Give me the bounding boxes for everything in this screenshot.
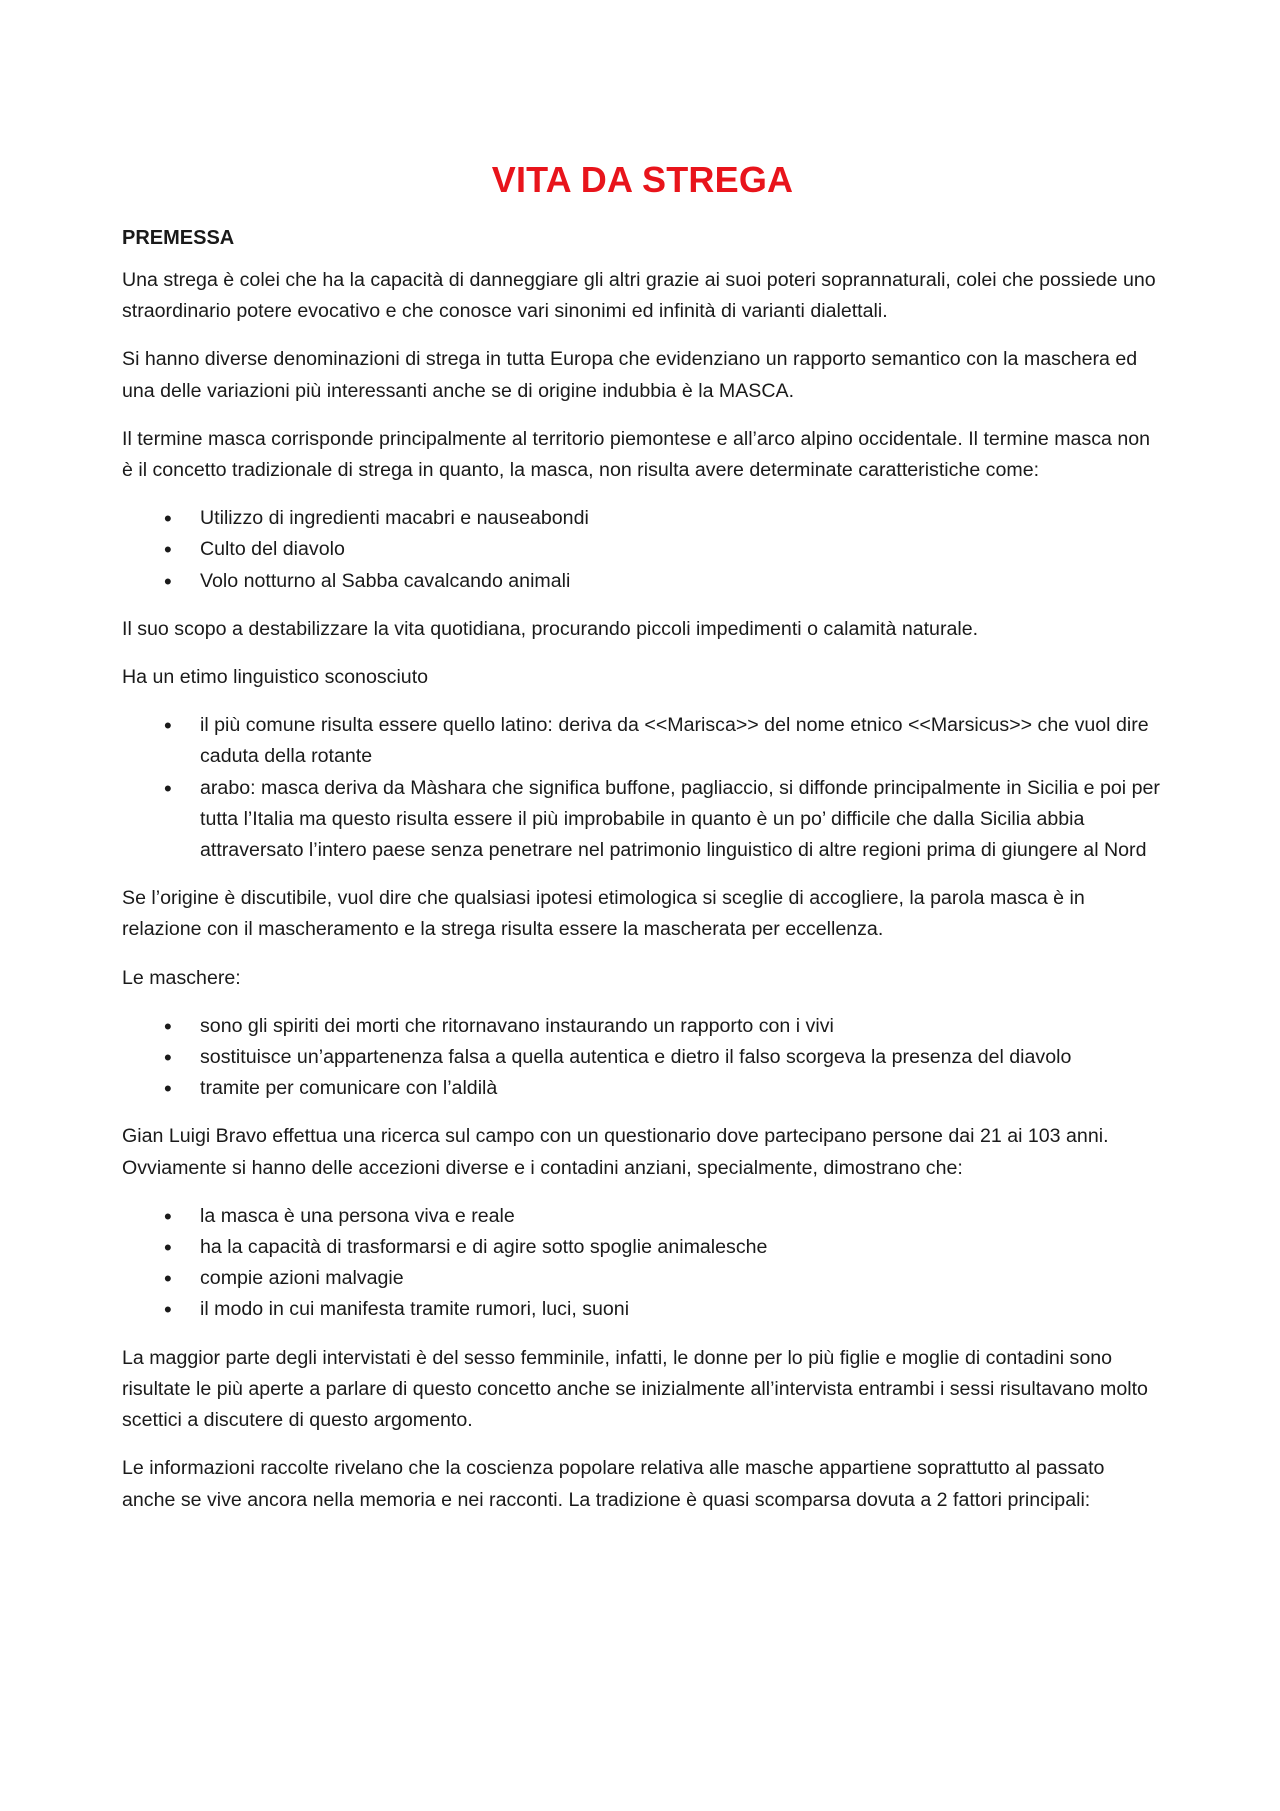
list-item: • sostituisce un’appartenenza falsa a quella autentica e dietro il falso scorgeva la presenza del diavolo <box>200 1042 1163 1073</box>
bullet-list <box>122 1011 1163 1105</box>
paragraph: Il termine masca corrisponde principalmente al territorio piemontese e all’arco alpino occidentale. Il termine masca non è il concetto tradizionale di strega in quanto, la masca, non risulta avere determinate caratteristiche come: <box>122 427 1151 482</box>
page-title: VITA DA STREGA <box>491 159 794 200</box>
paragraph: Gian Luigi Bravo effettua una ricerca sul campo con un questionario dove partecipano persone dai 21 ai 103 anni. Ovviamente si hanno delle accezioni diverse e i contadini anziani, specialmente, dimostrano che: <box>122 1125 1109 1179</box>
paragraph: Ha un etimo linguistico sconosciuto <box>122 666 429 689</box>
paragraph: Una strega è colei che ha la capacità di danneggiare gli altri grazie ai suoi poteri soprannaturali, colei che possiede uno straordinario potere evocativo e che conosce vari sinonimi ed infinità di varianti dialettali. <box>122 269 1156 323</box>
list-item: • arabo: masca deriva da Màshara che significa buffone, pagliaccio, si diffonde principalmente in Sicilia e poi per tutta l’Italia ma questo risulta essere il più improbabile in quanto è un po’ difficile che dalla Sicilia abbia attraversato l’intero paese senza penetrare nel patrimonio linguistico di altre regioni prima di giungere al Nord <box>200 773 1163 867</box>
list-item: • Culto del diavolo <box>200 534 1163 565</box>
paragraph: Le informazioni raccolte rivelano che la coscienza popolare relativa alle masche appartiene soprattutto al passato anche se vive ancora nella memoria e nei racconti. La tradizione è quasi scomparsa dovuta a 2 fattori principali: <box>122 1457 1105 1511</box>
paragraph: Le maschere: <box>122 966 241 989</box>
paragraph: Il suo scopo a destabilizzare la vita quotidiana, procurando piccoli impedimenti o calamità naturale. <box>122 617 979 640</box>
bullet-list <box>122 503 1163 597</box>
list-item: • sono gli spiriti dei morti che ritornavano instaurando un rapporto con i vivi <box>200 1011 1163 1042</box>
bullet-list <box>122 1201 1163 1326</box>
paragraph: Si hanno diverse denominazioni di strega in tutta Europa che evidenziano un rapporto semantico con la maschera ed una delle variazioni più interessanti anche se di origine indubbia è la MASCA. <box>122 348 1138 402</box>
bullet-list <box>122 710 1163 866</box>
list-item: • il più comune risulta essere quello latino: deriva da <<Marisca>> del nome etnico <<Marsicus>> che vuol dire caduta della rotante <box>200 710 1163 772</box>
list-item: • la masca è una persona viva e reale <box>200 1201 1163 1232</box>
paragraph: Se l’origine è discutibile, vuol dire che qualsiasi ipotesi etimologica si sceglie di accogliere, la parola masca è in relazione con il mascheramento e la strega risulta essere la mascherata per eccellenza. <box>122 887 1085 941</box>
list-item: • compie azioni malvagie <box>200 1263 1163 1294</box>
list-item: • ha la capacità di trasformarsi e di agire sotto spoglie animalesche <box>200 1232 1163 1263</box>
list-item: • il modo in cui manifesta tramite rumori, luci, suoni <box>200 1294 1163 1325</box>
paragraph: La maggior parte degli intervistati è del sesso femminile, infatti, le donne per lo più figlie e moglie di contadini sono risultate le più aperte a parlare di questo concetto anche se inizialmente all’intervista entrambi i sessi risultavano molto scettici a discutere di questo argomento. <box>122 1346 1148 1432</box>
list-item: • Utilizzo di ingredienti macabri e nauseabondi <box>200 503 1163 534</box>
section-heading-premessa: PREMESSA <box>122 227 235 249</box>
list-item: • Volo notturno al Sabba cavalcando animali <box>200 566 1163 597</box>
document-body <box>122 265 1163 1516</box>
list-item: • tramite per comunicare con l’aldilà <box>200 1073 1163 1104</box>
